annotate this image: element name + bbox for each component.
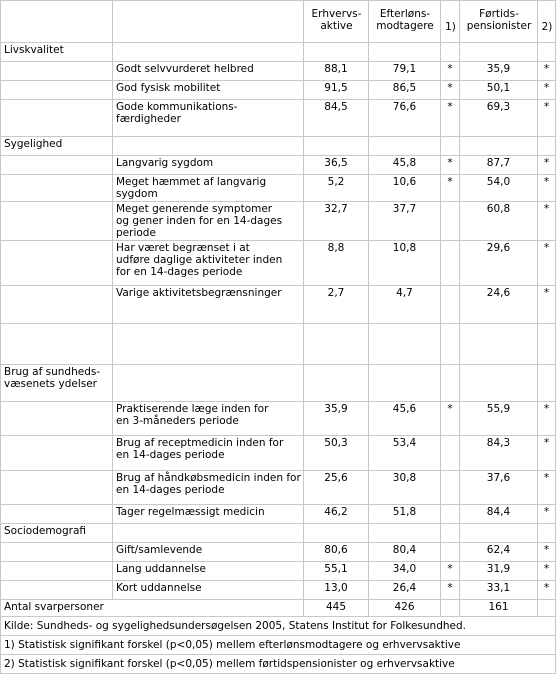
significance-2: * <box>538 175 556 202</box>
value-foertidspensionister: 62,4 <box>460 543 538 562</box>
empty-cell <box>369 324 441 365</box>
significance-2: * <box>538 436 556 471</box>
section-header-row <box>1 137 556 156</box>
section-header-row <box>1 524 556 543</box>
empty-cell <box>304 137 369 156</box>
significance-1: * <box>441 581 460 600</box>
section-header-row <box>1 43 556 62</box>
empty-cell <box>460 137 538 156</box>
empty-cell <box>1 175 113 202</box>
spacer-row <box>1 324 556 365</box>
empty-cell <box>369 365 441 402</box>
empty-cell <box>460 324 538 365</box>
row-label: God fysisk mobilitet <box>113 81 304 100</box>
value-erhvervsaktive: 50,3 <box>304 436 369 471</box>
value-erhvervsaktive: 32,7 <box>304 202 369 241</box>
empty-cell <box>113 365 304 402</box>
significance-1 <box>441 471 460 505</box>
empty-cell <box>441 43 460 62</box>
value-efterloensmodtagere: 37,7 <box>369 202 441 241</box>
total-foertidspensionister: 161 <box>460 600 538 617</box>
value-efterloensmodtagere: 45,8 <box>369 156 441 175</box>
section-title: Sociodemografi <box>1 524 113 543</box>
significance-1: * <box>441 562 460 581</box>
table-row <box>1 402 556 436</box>
table-row <box>1 241 556 286</box>
header-blank-1 <box>1 1 113 43</box>
empty-cell <box>441 365 460 402</box>
empty-cell <box>1 543 113 562</box>
value-erhvervsaktive: 35,9 <box>304 402 369 436</box>
footnote-row <box>1 655 556 674</box>
total-row <box>1 600 556 617</box>
empty-cell <box>1 241 113 286</box>
value-foertidspensionister: 33,1 <box>460 581 538 600</box>
significance-2: * <box>538 156 556 175</box>
row-label: Brug af receptmedicin inden for en 14-dages periode <box>113 436 304 471</box>
value-foertidspensionister: 84,3 <box>460 436 538 471</box>
value-foertidspensionister: 37,6 <box>460 471 538 505</box>
table-row <box>1 581 556 600</box>
value-erhvervsaktive: 2,7 <box>304 286 369 324</box>
significance-2: * <box>538 581 556 600</box>
value-foertidspensionister: 69,3 <box>460 100 538 137</box>
significance-1 <box>441 241 460 286</box>
value-erhvervsaktive: 80,6 <box>304 543 369 562</box>
value-erhvervsaktive: 88,1 <box>304 62 369 81</box>
table-row <box>1 175 556 202</box>
value-foertidspensionister: 50,1 <box>460 81 538 100</box>
empty-cell <box>538 137 556 156</box>
significance-2: * <box>538 286 556 324</box>
row-label: Gode kommunikations- færdigheder <box>113 100 304 137</box>
value-erhvervsaktive: 84,5 <box>304 100 369 137</box>
value-erhvervsaktive: 13,0 <box>304 581 369 600</box>
table-body <box>1 43 556 674</box>
value-erhvervsaktive: 36,5 <box>304 156 369 175</box>
empty-cell <box>1 324 113 365</box>
value-foertidspensionister: 24,6 <box>460 286 538 324</box>
row-label: Lang uddannelse <box>113 562 304 581</box>
value-efterloensmodtagere: 30,8 <box>369 471 441 505</box>
empty-cell <box>1 286 113 324</box>
value-efterloensmodtagere: 4,7 <box>369 286 441 324</box>
table-row <box>1 81 556 100</box>
significance-1 <box>441 286 460 324</box>
value-foertidspensionister: 84,4 <box>460 505 538 524</box>
significance-1: * <box>441 100 460 137</box>
value-erhvervsaktive: 91,5 <box>304 81 369 100</box>
significance-1: * <box>441 81 460 100</box>
table-row <box>1 62 556 81</box>
table-row <box>1 471 556 505</box>
value-erhvervsaktive: 5,2 <box>304 175 369 202</box>
row-label: Meget generende symptomer og gener inden for en 14-dages periode <box>113 202 304 241</box>
table-row <box>1 436 556 471</box>
value-efterloensmodtagere: 45,6 <box>369 402 441 436</box>
significance-2: * <box>538 241 556 286</box>
empty-cell <box>369 524 441 543</box>
value-efterloensmodtagere: 26,4 <box>369 581 441 600</box>
significance-1: * <box>441 402 460 436</box>
empty-cell <box>1 436 113 471</box>
value-efterloensmodtagere: 10,6 <box>369 175 441 202</box>
empty-cell <box>538 43 556 62</box>
significance-2: * <box>538 562 556 581</box>
significance-1 <box>441 505 460 524</box>
empty-cell <box>1 581 113 600</box>
row-label: Meget hæmmet af langvarig sygdom <box>113 175 304 202</box>
table-row <box>1 286 556 324</box>
empty-cell <box>441 324 460 365</box>
value-erhvervsaktive: 8,8 <box>304 241 369 286</box>
empty-cell <box>369 43 441 62</box>
empty-cell <box>538 324 556 365</box>
empty-cell <box>1 471 113 505</box>
row-label: Godt selvvurderet helbred <box>113 62 304 81</box>
header-erhvervsaktive: Erhvervs- aktive <box>304 1 369 43</box>
empty-cell <box>304 324 369 365</box>
empty-cell <box>1 81 113 100</box>
table-row <box>1 543 556 562</box>
row-label: Praktiserende læge inden for en 3-måneders periode <box>113 402 304 436</box>
value-foertidspensionister: 54,0 <box>460 175 538 202</box>
header-foertidspensionister: Førtids- pensionister <box>460 1 538 43</box>
significance-2: * <box>538 471 556 505</box>
empty-cell <box>1 505 113 524</box>
row-label: Varige aktivitetsbegrænsninger <box>113 286 304 324</box>
table-row <box>1 202 556 241</box>
value-foertidspensionister: 87,7 <box>460 156 538 175</box>
table-row <box>1 505 556 524</box>
empty-cell <box>1 562 113 581</box>
significance-2: * <box>538 100 556 137</box>
total-efterloensmodtagere: 426 <box>369 600 441 617</box>
footnote-2: 2) Statistisk signifikant forskel (p<0,05) mellem førtidspensionister og erhvervsaktive <box>1 655 556 674</box>
value-erhvervsaktive: 25,6 <box>304 471 369 505</box>
value-efterloensmodtagere: 53,4 <box>369 436 441 471</box>
empty-cell <box>441 524 460 543</box>
value-foertidspensionister: 60,8 <box>460 202 538 241</box>
significance-2: * <box>538 202 556 241</box>
value-erhvervsaktive: 55,1 <box>304 562 369 581</box>
empty-cell <box>113 137 304 156</box>
row-label: Tager regelmæssigt medicin <box>113 505 304 524</box>
empty-cell <box>304 524 369 543</box>
empty-cell <box>304 43 369 62</box>
value-efterloensmodtagere: 76,6 <box>369 100 441 137</box>
significance-2: * <box>538 505 556 524</box>
empty-cell <box>1 402 113 436</box>
value-efterloensmodtagere: 79,1 <box>369 62 441 81</box>
footnote-row <box>1 617 556 636</box>
row-label: Brug af håndkøbsmedicin inden for en 14-dages periode <box>113 471 304 505</box>
header-note-1: 1) <box>441 1 460 43</box>
section-title: Livskvalitet <box>1 43 113 62</box>
empty-cell <box>369 137 441 156</box>
row-label: Langvarig sygdom <box>113 156 304 175</box>
empty-cell <box>1 62 113 81</box>
total-label: Antal svarpersoner <box>1 600 304 617</box>
total-erhvervsaktive: 445 <box>304 600 369 617</box>
header-blank-2 <box>113 1 304 43</box>
footnote-1: 1) Statistisk signifikant forskel (p<0,05) mellem efterlønsmodtagere og erhvervsaktive <box>1 636 556 655</box>
significance-1 <box>441 202 460 241</box>
empty-cell <box>1 156 113 175</box>
empty-cell <box>1 100 113 137</box>
empty-cell <box>113 43 304 62</box>
table-row <box>1 100 556 137</box>
value-efterloensmodtagere: 10,8 <box>369 241 441 286</box>
significance-1: * <box>441 62 460 81</box>
table-row <box>1 562 556 581</box>
significance-2: * <box>538 62 556 81</box>
value-efterloensmodtagere: 34,0 <box>369 562 441 581</box>
row-label: Har været begrænset i at udføre daglige aktiviteter inden for en 14-dages periode <box>113 241 304 286</box>
value-foertidspensionister: 55,9 <box>460 402 538 436</box>
row-label: Kort uddannelse <box>113 581 304 600</box>
section-header-row <box>1 365 556 402</box>
header-row <box>1 1 556 43</box>
significance-2: * <box>538 402 556 436</box>
row-label: Gift/samlevende <box>113 543 304 562</box>
significance-1: * <box>441 156 460 175</box>
value-foertidspensionister: 29,6 <box>460 241 538 286</box>
empty-cell <box>538 524 556 543</box>
section-title: Brug af sundheds- væsenets ydelser <box>1 365 113 402</box>
empty-cell <box>538 600 556 617</box>
significance-2: * <box>538 81 556 100</box>
significance-1 <box>441 543 460 562</box>
significance-1: * <box>441 175 460 202</box>
significance-2: * <box>538 543 556 562</box>
empty-cell <box>441 137 460 156</box>
empty-cell <box>460 365 538 402</box>
empty-cell <box>441 600 460 617</box>
table-row <box>1 156 556 175</box>
empty-cell <box>113 324 304 365</box>
value-efterloensmodtagere: 80,4 <box>369 543 441 562</box>
empty-cell <box>460 524 538 543</box>
empty-cell <box>460 43 538 62</box>
value-foertidspensionister: 35,9 <box>460 62 538 81</box>
header-note-2: 2) <box>538 1 556 43</box>
empty-cell <box>113 524 304 543</box>
value-efterloensmodtagere: 86,5 <box>369 81 441 100</box>
value-efterloensmodtagere: 51,8 <box>369 505 441 524</box>
header-efterloensmodtagere: Efterløns- modtagere <box>369 1 441 43</box>
footnote-row <box>1 636 556 655</box>
significance-1 <box>441 436 460 471</box>
source-note: Kilde: Sundheds- og sygelighedsundersøgelsen 2005, Statens Institut for Folkesundhed. <box>1 617 556 636</box>
empty-cell <box>1 202 113 241</box>
section-title: Sygelighed <box>1 137 113 156</box>
value-erhvervsaktive: 46,2 <box>304 505 369 524</box>
empty-cell <box>538 365 556 402</box>
empty-cell <box>304 365 369 402</box>
value-foertidspensionister: 31,9 <box>460 562 538 581</box>
